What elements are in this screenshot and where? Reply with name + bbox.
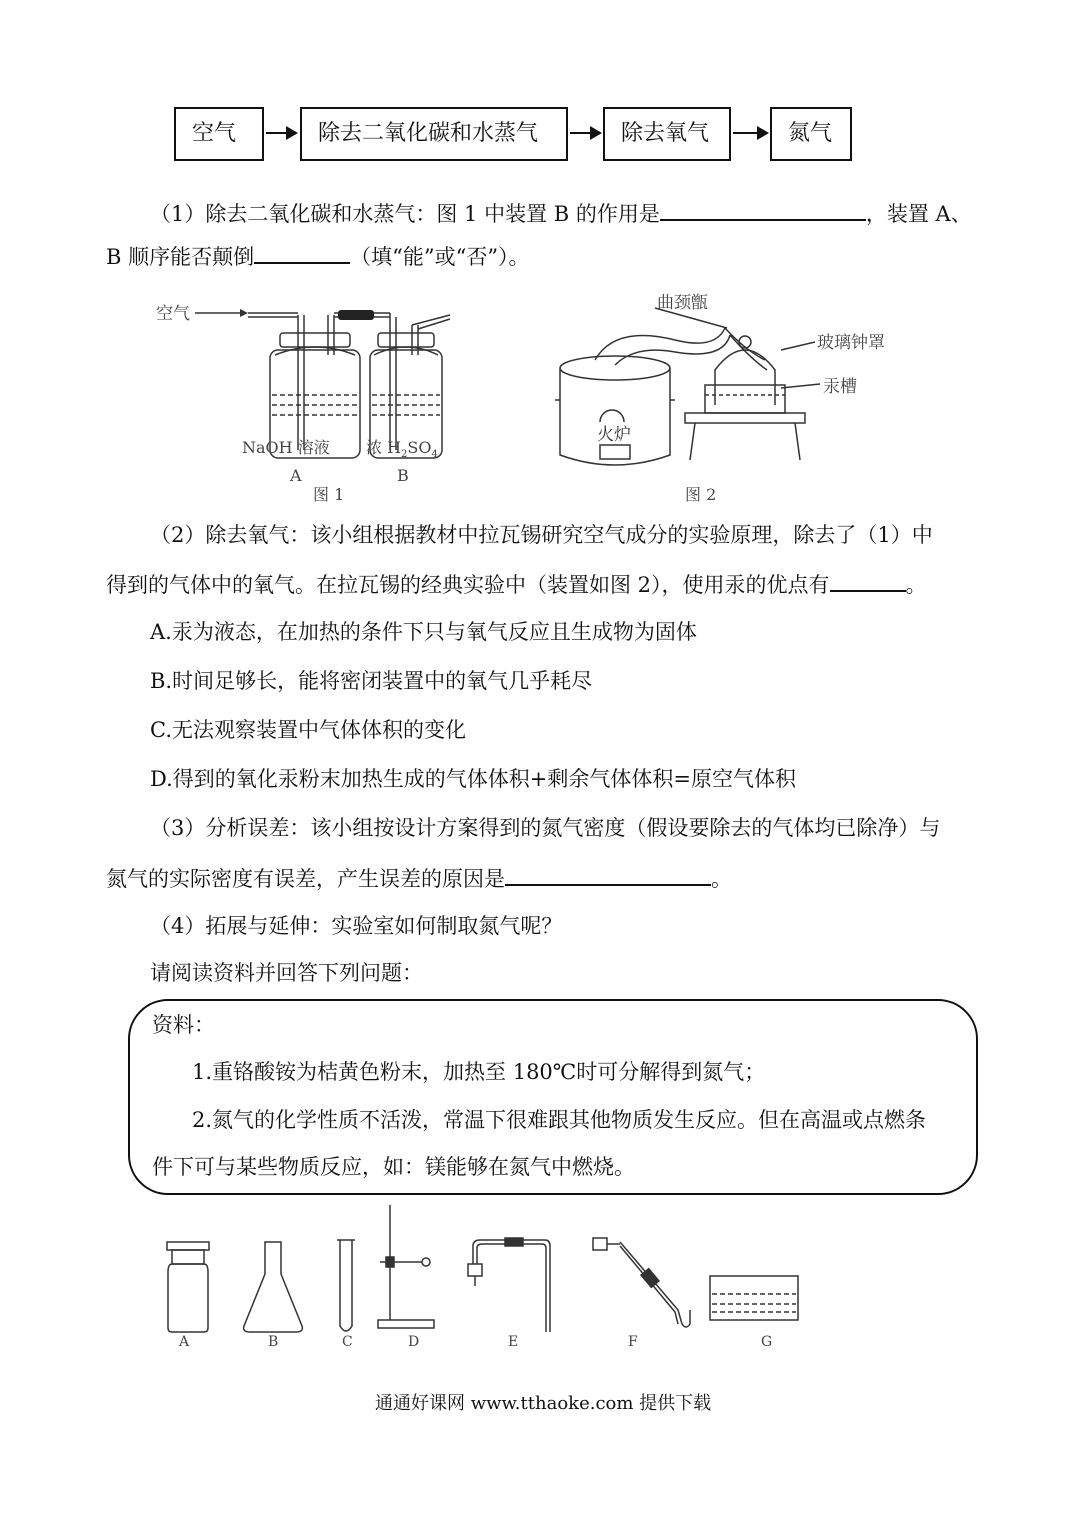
q1-line2 xyxy=(106,240,530,272)
fig1-label-b: 浓 $H_2SO_4$ xyxy=(366,438,438,460)
q1-text-c: B 顺序能否颠倒 xyxy=(106,245,255,269)
flow-box-remove-co2: 除去二氧化碳和水蒸气 xyxy=(300,107,568,161)
figure-2 xyxy=(555,290,885,510)
q4-line2: 请阅读资料并回答下列问题： xyxy=(150,961,423,985)
flow-box-air: 空气 xyxy=(174,107,264,161)
apparatus-e-bent-tube xyxy=(468,1238,550,1332)
bottle-a xyxy=(248,313,390,458)
fig2-furnace-label: 火炉 xyxy=(597,425,631,445)
q3-text-a: 氮气的实际密度有误差，产生误差的原因是 xyxy=(106,867,505,891)
q3-line1: （3）分析误差：该小组按设计方案得到的氮气密度（假设要除去的气体均已除净）与 xyxy=(150,816,941,840)
fig1-air-label: 空气 xyxy=(156,304,190,324)
bottle-b xyxy=(370,313,450,458)
q1-blank-1[interactable] xyxy=(660,197,866,221)
figure-1 xyxy=(150,295,460,510)
q2-option-d: D.得到的氧化汞粉末加热生成的气体体积+剩余气体体积=原空气体积 xyxy=(150,767,796,791)
q2-option-a: A.汞为液态，在加热的条件下只与氧气反应且生成物为固体 xyxy=(150,620,697,644)
q2-option-c: C.无法观察装置中气体体积的变化 xyxy=(150,718,466,742)
q4-line1: （4）拓展与延伸：实验室如何制取氮气呢？ xyxy=(150,914,563,938)
fig2-retort-label: 曲颈甑 xyxy=(657,293,708,313)
apparatus-label-c: C xyxy=(342,1334,353,1350)
q1-text-b: ，装置 A、 xyxy=(865,202,972,226)
q2-blank[interactable] xyxy=(830,568,906,592)
apparatus-label-g: G xyxy=(761,1334,773,1350)
fig1-letter-b: B xyxy=(397,466,409,485)
q2-text-b: 。 xyxy=(905,573,927,597)
apparatus-g-trough xyxy=(710,1276,798,1320)
q3-text-b: 。 xyxy=(711,867,732,891)
q1-line1 xyxy=(150,197,972,229)
q1-blank-2[interactable] xyxy=(254,240,350,264)
info-item-1: 1.重铬酸铵为桔黄色粉末，加热至 180℃时可分解得到氮气； xyxy=(192,1060,766,1084)
flow-box-remove-o2: 除去氧气 xyxy=(603,107,731,161)
flow-arrow-3 xyxy=(733,132,767,134)
apparatus-label-f: F xyxy=(628,1334,638,1350)
q3-line2 xyxy=(106,862,732,894)
q2-line1: （2）除去氧气：该小组根据教材中拉瓦锡研究空气成分的实验原理，除去了（1）中 xyxy=(150,523,933,547)
info-item-2-line2: 件下可与某些物质反应，如：镁能够在氮气中燃烧。 xyxy=(152,1155,635,1179)
apparatus-f-tube xyxy=(593,1238,690,1327)
fig1-caption: 图 1 xyxy=(313,485,345,504)
flow-arrow-2 xyxy=(570,132,600,134)
fig1-label-a: NaOH 溶液 xyxy=(242,438,330,457)
q3-blank[interactable] xyxy=(505,862,711,886)
apparatus-label-a: A xyxy=(179,1334,190,1350)
footer-text: 通通好课网 www.tthaoke.com 提供下载 xyxy=(375,1393,712,1414)
q1-text-d: （填“能”或“否”）。 xyxy=(350,245,530,269)
fig1-letter-a: A xyxy=(290,466,302,485)
info-title: 资料： xyxy=(152,1013,215,1037)
apparatus-row xyxy=(150,1200,820,1355)
apparatus-label-e: E xyxy=(508,1334,519,1350)
apparatus-d-iron-stand xyxy=(378,1205,434,1328)
fig2-caption: 图 2 xyxy=(685,485,717,504)
fig2-trough-label: 汞槽 xyxy=(823,377,857,397)
q1-text-a: （1）除去二氧化碳和水蒸气：图 1 中装置 B 的作用是 xyxy=(150,202,660,226)
fig2-bell-label: 玻璃钟罩 xyxy=(817,333,885,353)
q2-option-b: B.时间足够长，能将密闭装置中的氧气几乎耗尽 xyxy=(150,669,593,693)
apparatus-b-flask xyxy=(244,1242,303,1332)
q2-line2 xyxy=(106,568,927,600)
q2-text-a: 得到的气体中的氧气。在拉瓦锡的经典实验中（装置如图 2），使用汞的优点有 xyxy=(106,573,830,597)
flow-box-nitrogen: 氮气 xyxy=(770,107,852,161)
apparatus-label-d: D xyxy=(408,1334,420,1350)
apparatus-a-bottle xyxy=(167,1242,209,1332)
apparatus-label-b: B xyxy=(268,1334,279,1350)
info-item-2-line1: 2.氮气的化学性质不活泼，常温下很难跟其他物质发生反应。但在高温或点燃条 xyxy=(192,1108,927,1132)
apparatus-c-test-tube xyxy=(337,1240,355,1331)
flow-arrow-1 xyxy=(266,132,296,134)
